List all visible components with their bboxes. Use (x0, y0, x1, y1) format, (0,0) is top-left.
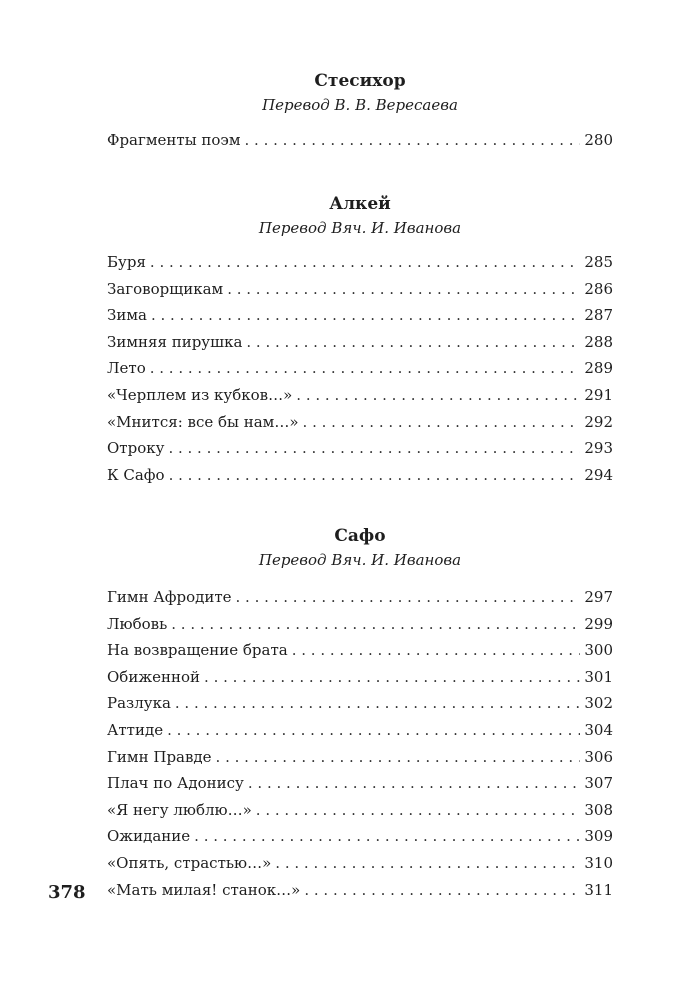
entry-page-number: 307 (584, 774, 613, 793)
toc-entry[interactable] (107, 797, 613, 824)
dot-leader (204, 664, 580, 691)
entry-page-number: 300 (584, 641, 613, 660)
entry-page-number: 292 (584, 412, 613, 431)
entry-title: Фрагменты поэм (107, 131, 241, 149)
toc-entry[interactable] (107, 249, 613, 276)
entry-page-number: 293 (584, 439, 613, 458)
entry-title: Аттиде (107, 720, 164, 739)
entry-title: «Я негу люблю…» (107, 800, 252, 819)
entry-title: Гимн Афродите (107, 588, 232, 606)
entry-list (107, 127, 613, 154)
toc-entry[interactable] (107, 744, 613, 771)
toc-entry[interactable] (107, 664, 613, 691)
entry-title: «Мнится: все бы нам…» (107, 412, 299, 431)
entry-title: «Черплем из кубков…» (107, 385, 293, 404)
entry-page-number: 301 (584, 667, 613, 686)
entry-page-number: 299 (584, 614, 613, 633)
section-author: Сафо (334, 526, 386, 546)
toc-entry[interactable] (107, 584, 613, 611)
toc-section-stesichorus (107, 70, 613, 154)
entry-title: Заговорщикам (107, 279, 224, 298)
entry-page-number: 304 (584, 720, 613, 739)
entry-list (107, 584, 613, 903)
toc-entry[interactable] (107, 611, 613, 638)
toc-entry[interactable] (107, 877, 613, 904)
toc-section-alcaeus (107, 193, 613, 488)
section-translator: Перевод Вяч. И. Иванова (258, 219, 462, 237)
entry-page-number: 289 (584, 359, 613, 378)
entry-title: Любовь (107, 614, 168, 633)
entry-page-number: 287 (584, 306, 613, 325)
section-author: Алкей (329, 194, 391, 214)
dot-leader (227, 276, 580, 303)
dot-leader (245, 127, 581, 154)
entry-title: Ожидание (107, 827, 191, 846)
entry-page-number: 285 (584, 253, 613, 271)
dot-leader (150, 355, 581, 382)
toc-entry[interactable] (107, 850, 613, 877)
dot-leader (151, 302, 580, 329)
entry-title: «Мать милая! станок…» (107, 880, 301, 899)
toc-entry[interactable] (107, 355, 613, 382)
dot-leader (216, 744, 581, 771)
toc-entry[interactable] (107, 435, 613, 462)
toc-entry[interactable] (107, 127, 613, 154)
dot-leader (169, 462, 581, 489)
entry-list (107, 249, 613, 488)
entry-title: Обиженной (107, 667, 201, 686)
entry-page-number: 309 (584, 827, 613, 846)
toc-entry[interactable] (107, 276, 613, 303)
dot-leader (248, 770, 580, 797)
dot-leader (167, 717, 580, 744)
section-translator: Перевод В. В. Вересаева (262, 96, 458, 114)
dot-leader (304, 877, 580, 904)
entry-page-number: 280 (584, 131, 613, 149)
toc-entry[interactable] (107, 382, 613, 409)
page-number: 378 (48, 882, 86, 903)
entry-page-number: 291 (584, 385, 613, 404)
entry-page-number: 288 (584, 332, 613, 351)
entry-page-number: 302 (584, 694, 613, 713)
dot-leader (292, 637, 581, 664)
entry-page-number: 308 (584, 800, 613, 819)
dot-leader (303, 409, 581, 436)
dot-leader (246, 329, 580, 356)
toc-entry[interactable] (107, 770, 613, 797)
entry-page-number: 294 (584, 465, 613, 484)
entry-title: Отроку (107, 439, 165, 458)
entry-title: Плач по Адонису (107, 774, 244, 793)
dot-leader (194, 823, 580, 850)
toc-entry[interactable] (107, 409, 613, 436)
toc-entry[interactable] (107, 329, 613, 356)
toc-section-sappho (107, 525, 613, 903)
toc-entry[interactable] (107, 462, 613, 489)
dot-leader (168, 435, 580, 462)
dot-leader (150, 249, 580, 276)
entry-title: К Сафо (107, 465, 165, 484)
dot-leader (275, 850, 580, 877)
entry-title: «Опять, страстью…» (107, 853, 272, 872)
entry-title: Буря (107, 253, 146, 271)
dot-leader (175, 690, 580, 717)
entry-page-number: 306 (584, 747, 613, 766)
dot-leader (171, 611, 580, 638)
entry-title: Разлука (107, 694, 171, 713)
entry-page-number: 286 (584, 279, 613, 298)
dot-leader (236, 584, 581, 611)
toc-entry[interactable] (107, 690, 613, 717)
entry-title: На возвращение брата (107, 641, 288, 660)
entry-title: Гимн Правде (107, 747, 212, 766)
toc-entry[interactable] (107, 823, 613, 850)
entry-page-number: 311 (584, 880, 613, 899)
section-translator: Перевод Вяч. И. Иванова (258, 551, 462, 569)
toc-entry[interactable] (107, 302, 613, 329)
toc-entry[interactable] (107, 717, 613, 744)
dot-leader (296, 382, 580, 409)
entry-page-number: 297 (584, 588, 613, 606)
dot-leader (256, 797, 581, 824)
entry-title: Зима (107, 306, 147, 325)
toc-entry[interactable] (107, 637, 613, 664)
entry-page-number: 310 (584, 853, 613, 872)
section-author: Стесихор (314, 71, 406, 91)
entry-title: Лето (107, 359, 146, 378)
entry-title: Зимняя пирушка (107, 332, 243, 351)
